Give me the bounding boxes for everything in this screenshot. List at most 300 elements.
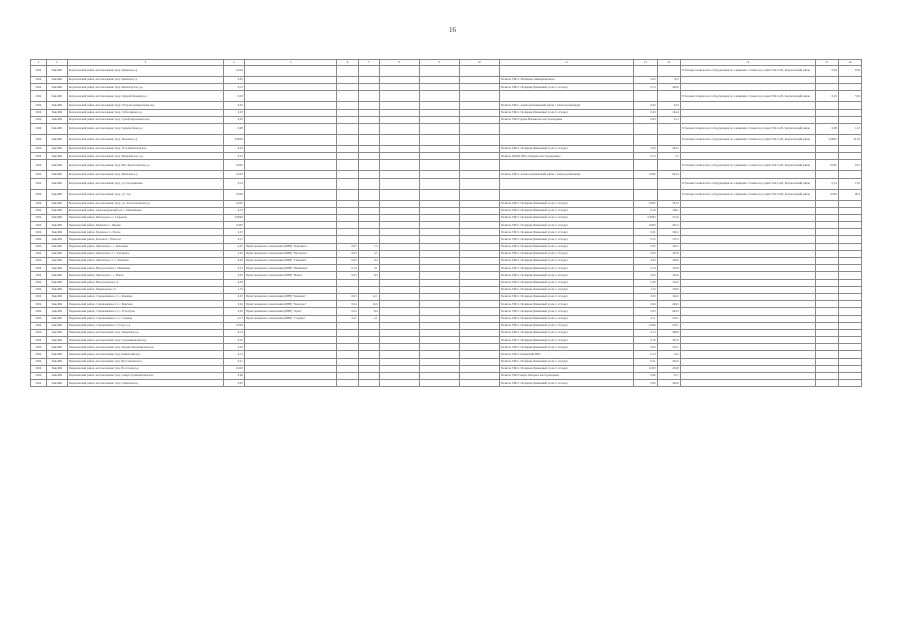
table-row bbox=[31, 200, 862, 207]
table-cell bbox=[815, 153, 838, 160]
table-cell: Заяв.МК bbox=[46, 171, 67, 178]
table-cell bbox=[459, 207, 499, 214]
table-cell: 0,15 bbox=[223, 236, 244, 243]
table-cell: Полигон ТБО г. Алмазодобывающий район с Алмазодобывающе bbox=[499, 102, 634, 109]
table-cell: 25,7 bbox=[657, 373, 680, 380]
table-cell: Полигон ТБО г. Полярная (Каменный уголь С отходы) bbox=[499, 250, 634, 257]
table-cell bbox=[838, 171, 861, 178]
table-cell: Пункт временного накопления (ПВН) "Шмаковка" bbox=[244, 265, 337, 272]
table-cell: 0,03 bbox=[223, 91, 244, 102]
table-cell bbox=[337, 279, 358, 286]
column-header: 13 bbox=[657, 60, 680, 66]
column-header: 7 bbox=[358, 60, 379, 66]
table-cell bbox=[838, 229, 861, 236]
table-cell: 158,9 bbox=[657, 286, 680, 293]
table-cell bbox=[459, 351, 499, 358]
table-row bbox=[31, 145, 862, 152]
table-cell: 0,19 bbox=[223, 207, 244, 214]
table-cell: 2024 bbox=[31, 153, 47, 160]
table-cell bbox=[244, 102, 337, 109]
table-cell: Перевальский район, Старокаменное ст. с. Каменка bbox=[67, 293, 223, 300]
table-cell bbox=[358, 189, 379, 200]
table-cell: Заяв.МК bbox=[46, 293, 67, 300]
table-cell: 264,1 bbox=[657, 145, 680, 152]
table-cell bbox=[379, 66, 419, 77]
table-cell: 0,03 bbox=[337, 272, 358, 279]
table-cell bbox=[680, 236, 815, 243]
table-cell bbox=[358, 279, 379, 286]
table-cell bbox=[499, 66, 634, 77]
table-cell bbox=[379, 84, 419, 91]
table-cell bbox=[680, 102, 815, 109]
table-cell: 0,04 bbox=[634, 301, 657, 308]
table-cell: 2024 bbox=[31, 380, 47, 387]
table-cell bbox=[634, 160, 657, 171]
table-cell bbox=[379, 279, 419, 286]
table-cell: 0,04 bbox=[815, 66, 838, 77]
table-cell: 0,14 bbox=[634, 265, 657, 272]
table-cell bbox=[838, 265, 861, 272]
table-cell bbox=[244, 189, 337, 200]
table-cell bbox=[379, 109, 419, 116]
table-cell bbox=[680, 301, 815, 308]
table-cell bbox=[337, 365, 358, 372]
table-cell: Заяв.МК bbox=[46, 329, 67, 336]
table-cell bbox=[634, 189, 657, 200]
table-cell bbox=[419, 258, 459, 265]
table-cell bbox=[419, 337, 459, 344]
table-cell bbox=[419, 344, 459, 351]
table-cell: 67,8 bbox=[838, 66, 861, 77]
table-cell bbox=[838, 243, 861, 250]
table-cell bbox=[358, 123, 379, 134]
table-cell bbox=[815, 222, 838, 229]
table-cell: Полигон ТБО г. Полярная (Каменный уголь С отходы) bbox=[499, 207, 634, 214]
table-cell: Заяв.МК bbox=[46, 301, 67, 308]
table-cell bbox=[838, 116, 861, 123]
table-cell: 0,02 bbox=[634, 102, 657, 109]
table-cell bbox=[838, 365, 861, 372]
table-cell: 164,5 bbox=[657, 279, 680, 286]
table-cell bbox=[419, 207, 459, 214]
table-cell bbox=[634, 91, 657, 102]
table-row bbox=[31, 153, 862, 160]
table-cell: 53,9 bbox=[838, 91, 861, 102]
table-cell bbox=[244, 322, 337, 329]
table-cell bbox=[419, 153, 459, 160]
table-cell: 0,004 bbox=[223, 322, 244, 329]
table-cell bbox=[459, 258, 499, 265]
table-row bbox=[31, 236, 862, 243]
table-cell bbox=[815, 207, 838, 214]
table-cell bbox=[419, 265, 459, 272]
table-row bbox=[31, 102, 862, 109]
table-cell bbox=[657, 91, 680, 102]
table-cell: Перевальский район, Гниловское с. с. Ключевое bbox=[67, 243, 223, 250]
table-cell: 0,004 bbox=[634, 322, 657, 329]
table-cell: Пункт временного накопления (ПВН) "Каменка" bbox=[244, 293, 337, 300]
table-cell: Заяв.МК bbox=[46, 200, 67, 207]
table-cell bbox=[419, 160, 459, 171]
table-cell: 2024 bbox=[31, 258, 47, 265]
table-cell: Полигон ТБО г. Полярная (Каменный уголь С отходы) bbox=[499, 322, 634, 329]
table-cell: 0,08 bbox=[815, 123, 838, 134]
table-cell bbox=[657, 134, 680, 145]
table-cell: 0,003 bbox=[634, 222, 657, 229]
table-cell: Полигон ТБО г. Полярная (Каменный уголь С отходы) bbox=[499, 145, 634, 152]
table-cell: 0,13 bbox=[634, 329, 657, 336]
table-cell bbox=[815, 171, 838, 178]
table-cell bbox=[815, 315, 838, 322]
table-cell: 0,003 bbox=[223, 365, 244, 372]
table-cell bbox=[838, 84, 861, 91]
table-cell: Заяв.МК bbox=[46, 66, 67, 77]
table-cell: 0,005 bbox=[223, 200, 244, 207]
table-cell: Корчаловский район, использование трад. Гидрофобизация р-р bbox=[67, 91, 223, 102]
table-cell bbox=[838, 250, 861, 257]
table-cell bbox=[815, 351, 838, 358]
table-cell: 96,4 bbox=[838, 189, 861, 200]
table-cell bbox=[244, 373, 337, 380]
table-cell bbox=[815, 214, 838, 221]
table-cell bbox=[680, 380, 815, 387]
table-cell: 0,11 bbox=[223, 315, 244, 322]
table-cell: Заяв.МК bbox=[46, 250, 67, 257]
table-cell bbox=[459, 116, 499, 123]
table-cell bbox=[379, 380, 419, 387]
table-cell bbox=[459, 344, 499, 351]
table-cell: Перевальский район, Зарадное ст. с Белое bbox=[67, 229, 223, 236]
table-cell bbox=[838, 109, 861, 116]
table-cell: Полигон ТБО г. Полярная (Каменный уголь С отходы) bbox=[499, 337, 634, 344]
table-cell bbox=[459, 315, 499, 322]
table-cell bbox=[244, 207, 337, 214]
table-cell bbox=[379, 77, 419, 84]
column-header: 6 bbox=[337, 60, 358, 66]
table-cell: 428,0 bbox=[657, 84, 680, 91]
table-cell bbox=[838, 286, 861, 293]
table-cell bbox=[680, 315, 815, 322]
table-cell bbox=[379, 351, 419, 358]
table-cell bbox=[419, 301, 459, 308]
table-cell bbox=[459, 214, 499, 221]
table-row bbox=[31, 160, 862, 171]
table-cell bbox=[337, 77, 358, 84]
column-header: 9 bbox=[419, 60, 459, 66]
table-cell bbox=[838, 380, 861, 387]
table-cell bbox=[419, 373, 459, 380]
page-number: 16 bbox=[449, 26, 456, 34]
table-cell: Корчаловский район, использование трад. Юго-Корчаловская р-р bbox=[67, 160, 223, 171]
table-cell bbox=[419, 109, 459, 116]
table-cell bbox=[680, 207, 815, 214]
table-cell bbox=[337, 373, 358, 380]
table-cell bbox=[337, 66, 358, 77]
table-cell bbox=[358, 207, 379, 214]
table-cell bbox=[244, 358, 337, 365]
table-cell bbox=[379, 102, 419, 109]
table-cell bbox=[379, 344, 419, 351]
table-cell bbox=[244, 153, 337, 160]
table-row bbox=[31, 265, 862, 272]
table-cell: 0,03 bbox=[337, 293, 358, 300]
table-cell: Полигон ТБО г. Полярная (Каменный уголь С отходы) bbox=[499, 243, 634, 250]
table-cell: Заяв.МК bbox=[46, 279, 67, 286]
table-cell: Корчаловский район, использование трад. Мыловодство р-р bbox=[67, 84, 223, 91]
table-cell: Перевальский район, использование трад. Северо-Гремяченская вод. bbox=[67, 373, 223, 380]
table-cell bbox=[680, 279, 815, 286]
table-cell bbox=[459, 160, 499, 171]
table-cell: 0,11 bbox=[337, 315, 358, 322]
table-cell: 195,8 bbox=[657, 250, 680, 257]
table-cell: Полигон ТБО г. Полярная (Каменный уголь С отходы) bbox=[499, 200, 634, 207]
table-cell: Корчаловский район, использование трад. Цементы р-р bbox=[67, 66, 223, 77]
table-cell bbox=[459, 77, 499, 84]
table-cell bbox=[337, 134, 358, 145]
table-cell bbox=[838, 236, 861, 243]
table-cell bbox=[815, 365, 838, 372]
table-cell bbox=[379, 145, 419, 152]
table-cell bbox=[337, 322, 358, 329]
table-cell: 8,3 bbox=[358, 272, 379, 279]
table-cell: 0,13 bbox=[634, 351, 657, 358]
table-cell bbox=[337, 123, 358, 134]
table-cell: 0,16 bbox=[223, 337, 244, 344]
table-cell: 2024 bbox=[31, 250, 47, 257]
table-cell bbox=[379, 189, 419, 200]
table-cell: Пункт временного накопления (ПВН) "Бутовское" bbox=[244, 250, 337, 257]
table-cell: 225,3 bbox=[657, 222, 680, 229]
table-cell bbox=[419, 272, 459, 279]
table-cell bbox=[379, 207, 419, 214]
table-cell bbox=[815, 229, 838, 236]
table-cell bbox=[419, 102, 459, 109]
table-cell bbox=[459, 222, 499, 229]
table-cell bbox=[459, 145, 499, 152]
table-cell: 2,5 bbox=[657, 153, 680, 160]
table-cell: Полигон ПОДО (Юго-Западное месторождение) bbox=[499, 153, 634, 160]
table-cell: 2,1 bbox=[358, 315, 379, 322]
table-cell: Перевальский район, Новосельевское ст. bbox=[67, 279, 223, 286]
table-cell bbox=[815, 145, 838, 152]
table-cell bbox=[815, 286, 838, 293]
table-cell bbox=[358, 116, 379, 123]
table-row bbox=[31, 178, 862, 189]
table-cell: 3,7 bbox=[358, 250, 379, 257]
table-cell: 2024 bbox=[31, 265, 47, 272]
table-cell bbox=[379, 178, 419, 189]
table-cell bbox=[815, 279, 838, 286]
table-cell: Перевальский район, Гниловское ст. с. Гниловка bbox=[67, 258, 223, 265]
table-cell: 2024 bbox=[31, 337, 47, 344]
table-cell bbox=[244, 116, 337, 123]
table-cell: 354,1 bbox=[657, 344, 680, 351]
table-cell bbox=[634, 66, 657, 77]
table-cell: 2024 bbox=[31, 189, 47, 200]
table-cell: 0,003 bbox=[634, 365, 657, 372]
table-cell: Установка технического оборудования по очищению сточных вод серии VOLCAN, Корчаловский район bbox=[680, 160, 815, 171]
table-cell bbox=[657, 160, 680, 171]
table-row bbox=[31, 380, 862, 387]
table-row bbox=[31, 358, 862, 365]
table-cell bbox=[815, 84, 838, 91]
table-cell: Корчаловский район, использование трад., ул. Аполлоновская р-р bbox=[67, 200, 223, 207]
table-cell bbox=[419, 315, 459, 322]
table-cell: 0,03 bbox=[634, 308, 657, 315]
table-cell: 6,4 bbox=[358, 258, 379, 265]
table-cell bbox=[244, 145, 337, 152]
table-cell bbox=[358, 351, 379, 358]
table-row bbox=[31, 322, 862, 329]
table-cell bbox=[337, 329, 358, 336]
table-cell: Перевальский район, использование трад. Зарничная р-р bbox=[67, 329, 223, 336]
table-cell bbox=[499, 160, 634, 171]
table-cell bbox=[337, 351, 358, 358]
table-cell: Корчаловский район, использование трад. Мыльная р-р bbox=[67, 171, 223, 178]
table-cell bbox=[815, 337, 838, 344]
table-cell bbox=[358, 358, 379, 365]
table-cell: Заяв.МК bbox=[46, 229, 67, 236]
table-cell bbox=[358, 286, 379, 293]
table-cell: 2024 bbox=[31, 373, 47, 380]
table-cell: Установка технического оборудования по очищению сточных вод серии VOLCAN, Корчаловский район bbox=[680, 91, 815, 102]
table-cell: Заяв.МК bbox=[46, 351, 67, 358]
table-cell: Перевальский район, Зимородское с. Садыкова bbox=[67, 214, 223, 221]
table-cell: 195,5 bbox=[657, 243, 680, 250]
table-cell bbox=[459, 272, 499, 279]
table-cell bbox=[379, 250, 419, 257]
table-cell: Полигон ТБО г. Полярная (Каменный уголь С отходы) bbox=[499, 308, 634, 315]
table-cell bbox=[358, 329, 379, 336]
table-cell: 0,04 bbox=[223, 301, 244, 308]
table-cell: Перевальский район, использование трад. Западно-Фольчинская вод. bbox=[67, 344, 223, 351]
table-cell: Перевальский район, использование трад. Гуровчиковская вод. bbox=[67, 337, 223, 344]
table-cell bbox=[680, 337, 815, 344]
table-cell: Заяв.МК bbox=[46, 308, 67, 315]
data-table bbox=[30, 59, 862, 387]
table-cell bbox=[419, 66, 459, 77]
table-cell: 0,03 bbox=[634, 116, 657, 123]
table-cell bbox=[419, 171, 459, 178]
table-cell: Полигон ТБО г. Полярная (Каменный уголь С отходы) bbox=[499, 329, 634, 336]
table-cell: Корчаловский район, использование трад. Гидрофобная р-р bbox=[67, 123, 223, 134]
table-cell: 541,8 bbox=[838, 134, 861, 145]
table-cell: 0,13 bbox=[223, 329, 244, 336]
table-cell: Корчаловский район, использование трад. Усть-Каменская вод. bbox=[67, 145, 223, 152]
table-cell: 256,1 bbox=[657, 315, 680, 322]
table-cell bbox=[459, 102, 499, 109]
table-cell bbox=[244, 365, 337, 372]
table-cell bbox=[358, 222, 379, 229]
table-cell bbox=[337, 207, 358, 214]
table-cell bbox=[337, 145, 358, 152]
table-cell: 2024 bbox=[31, 365, 47, 372]
table-cell: Полигон ТБО г. Каменский НПЗ bbox=[499, 351, 634, 358]
table-cell: 0,05 bbox=[223, 243, 244, 250]
table-cell: 0,02 bbox=[223, 258, 244, 265]
table-cell: Полигон ТБО г. Полярная (Каменный уголь С отходы) bbox=[499, 236, 634, 243]
table-cell bbox=[419, 84, 459, 91]
table-cell bbox=[337, 153, 358, 160]
table-cell: Полигон ТБО г. Полярная (Каменный уголь С отходы) bbox=[499, 358, 634, 365]
table-cell bbox=[838, 358, 861, 365]
table-cell: Перевальский район, Гниловское ст. с. Бутовское bbox=[67, 250, 223, 257]
table-cell: 0,03 bbox=[337, 250, 358, 257]
table-cell: 2024 bbox=[31, 66, 47, 77]
table-cell: Заяв.МК bbox=[46, 123, 67, 134]
table-cell: Перевальский район, Перевальское ст. bbox=[67, 286, 223, 293]
table-cell bbox=[838, 279, 861, 286]
table-cell: Заяв.МК bbox=[46, 337, 67, 344]
table-cell bbox=[815, 301, 838, 308]
table-cell: 2024 bbox=[31, 171, 47, 178]
table-cell: 0,03 bbox=[223, 77, 244, 84]
table-cell: 0,01 bbox=[223, 229, 244, 236]
table-cell: 2024 bbox=[31, 77, 47, 84]
table-cell bbox=[459, 358, 499, 365]
table-cell bbox=[680, 344, 815, 351]
table-cell bbox=[838, 315, 861, 322]
table-cell bbox=[419, 116, 459, 123]
table-cell: Заяв.МК bbox=[46, 373, 67, 380]
table-cell bbox=[379, 293, 419, 300]
table-cell: 0,06 bbox=[223, 373, 244, 380]
table-cell: 193,8 bbox=[657, 265, 680, 272]
table-cell bbox=[419, 77, 459, 84]
table-cell bbox=[459, 91, 499, 102]
table-cell bbox=[459, 134, 499, 145]
table-cell: 10,0 bbox=[358, 301, 379, 308]
table-cell: 0,03 bbox=[223, 116, 244, 123]
table-cell bbox=[815, 77, 838, 84]
table-cell: 0,0003 bbox=[223, 134, 244, 145]
table-cell bbox=[815, 109, 838, 116]
table-cell bbox=[337, 236, 358, 243]
table-cell: 3,1 bbox=[358, 265, 379, 272]
table-cell: 2024 bbox=[31, 293, 47, 300]
table-cell: Пункт временного накопления (ПВН) "Новое" bbox=[244, 272, 337, 279]
table-cell: 2024 bbox=[31, 243, 47, 250]
table-cell: Полигон ТБО Северо-Западное месторождение bbox=[499, 373, 634, 380]
table-cell: 0,16 bbox=[634, 337, 657, 344]
table-cell bbox=[379, 229, 419, 236]
table-cell bbox=[358, 380, 379, 387]
table-cell: Заяв.МК bbox=[46, 84, 67, 91]
table-cell bbox=[680, 243, 815, 250]
table-cell bbox=[499, 189, 634, 200]
table-cell bbox=[815, 358, 838, 365]
table-cell: Заяв.МК bbox=[46, 258, 67, 265]
table-row bbox=[31, 301, 862, 308]
table-cell: 2024 bbox=[31, 322, 47, 329]
table-cell bbox=[337, 91, 358, 102]
table-cell bbox=[419, 189, 459, 200]
table-cell: Перевальский район, Старокаменное ст. Торд. р-р bbox=[67, 322, 223, 329]
table-cell: 0,03 bbox=[223, 344, 244, 351]
table-row bbox=[31, 66, 862, 77]
table-cell: 2024 bbox=[31, 344, 47, 351]
table-cell bbox=[657, 189, 680, 200]
table-cell: 0,0002 bbox=[223, 214, 244, 221]
table-cell bbox=[358, 109, 379, 116]
table-cell: 0,03 bbox=[634, 344, 657, 351]
column-header: 3 bbox=[67, 60, 223, 66]
table-cell bbox=[379, 365, 419, 372]
table-cell bbox=[419, 134, 459, 145]
table-cell bbox=[459, 250, 499, 257]
table-cell: Перевальский район, использование трад. Гремячая вод. bbox=[67, 380, 223, 387]
table-cell bbox=[337, 178, 358, 189]
